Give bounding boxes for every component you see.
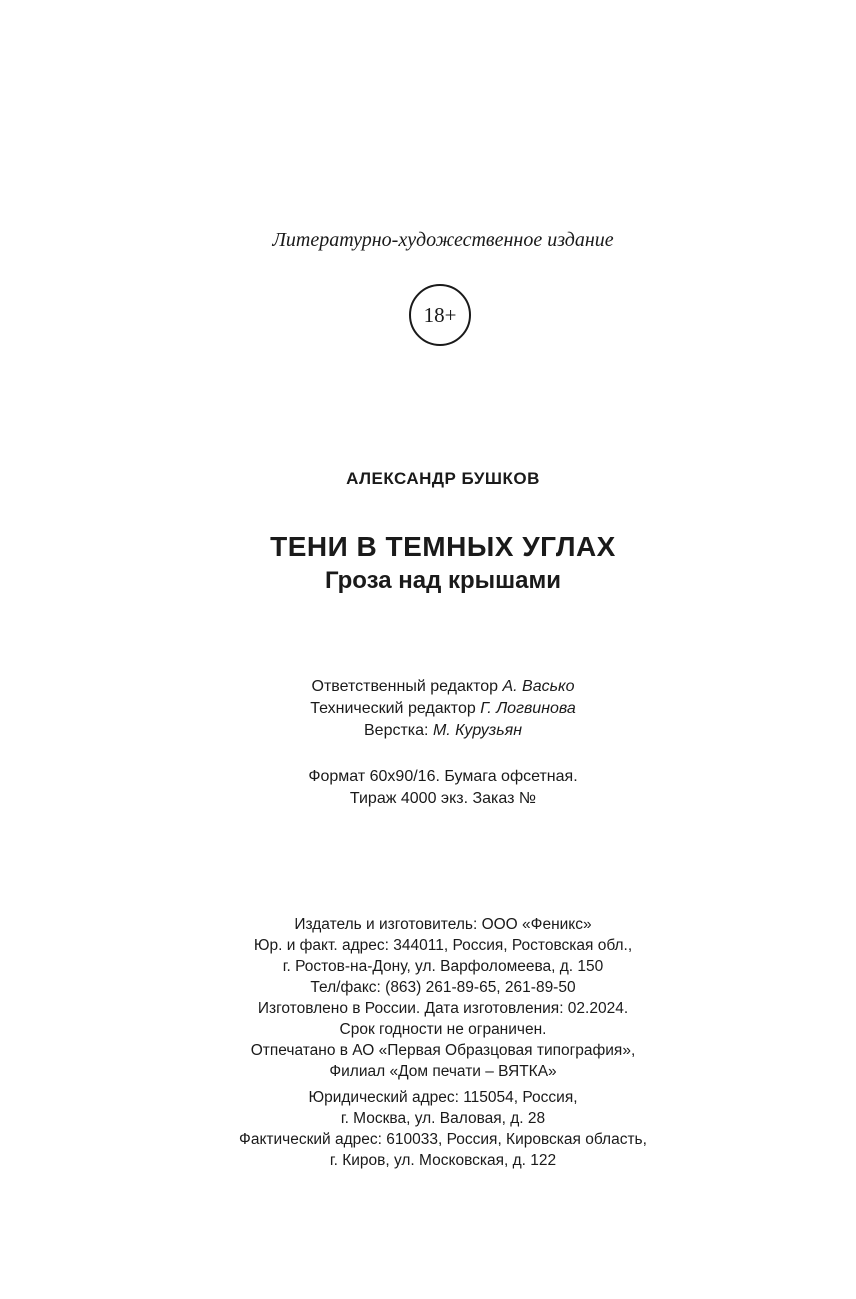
imprint-line: Изготовлено в России. Дата изготовления: 02.2024. [257,1000,629,1017]
print-format [0,766,856,810]
printer-address-line: Фактический адрес: 610033, Россия, Кировская область, [239,1131,647,1148]
credit-role: Технический редактор [310,700,476,717]
credit-line [0,698,856,720]
credit-line [0,720,856,742]
publisher-imprint [0,914,856,1171]
format-line: Тираж 4000 экз. Заказ № [349,790,537,807]
printer-address-line: г. Москва, ул. Валовая, д. 28 [340,1110,546,1127]
imprint-line: Юр. и факт. адрес: 344011, Россия, Ростовская обл., [253,937,633,954]
author-name: АЛЕКСАНДР БУШКОВ [346,469,540,488]
format-line: Формат 60x90/16. Бумага офсетная. [308,768,578,785]
imprint-line: Тел/факс: (863) 261-89-65, 261-89-50 [310,979,576,996]
imprint-line: Издатель и изготовитель: ООО «Феникс» [294,916,592,933]
credit-line [0,676,856,698]
age-rating-badge: 18+ [409,284,471,346]
imprint-line: Срок годности не ограничен. [339,1021,547,1038]
book-subtitle: Гроза над крышами [324,567,562,594]
imprint-line: г. Ростов-на-Дону, ул. Варфоломеева, д. 150 [282,958,604,975]
editorial-credits [0,676,856,742]
edition-type: Литературно-художественное издание [272,229,614,251]
credit-role: Ответственный редактор [311,678,499,695]
imprint-line: Филиал «Дом печати – ВЯТКА» [329,1063,557,1080]
printer-address-line: г. Киров, ул. Московская, д. 122 [329,1152,557,1169]
credit-person: М. Курузьян [432,722,522,739]
book-title: ТЕНИ В ТЕМНЫХ УГЛАХ [270,531,616,562]
printer-address-line: Юридический адрес: 115054, Россия, [308,1089,578,1106]
imprint-line: Отпечатано в АО «Первая Образцовая типография», [250,1042,636,1059]
credit-person: Г. Логвинова [480,700,576,717]
credit-person: А. Васько [502,678,575,695]
credit-role: Верстка: [364,722,429,739]
